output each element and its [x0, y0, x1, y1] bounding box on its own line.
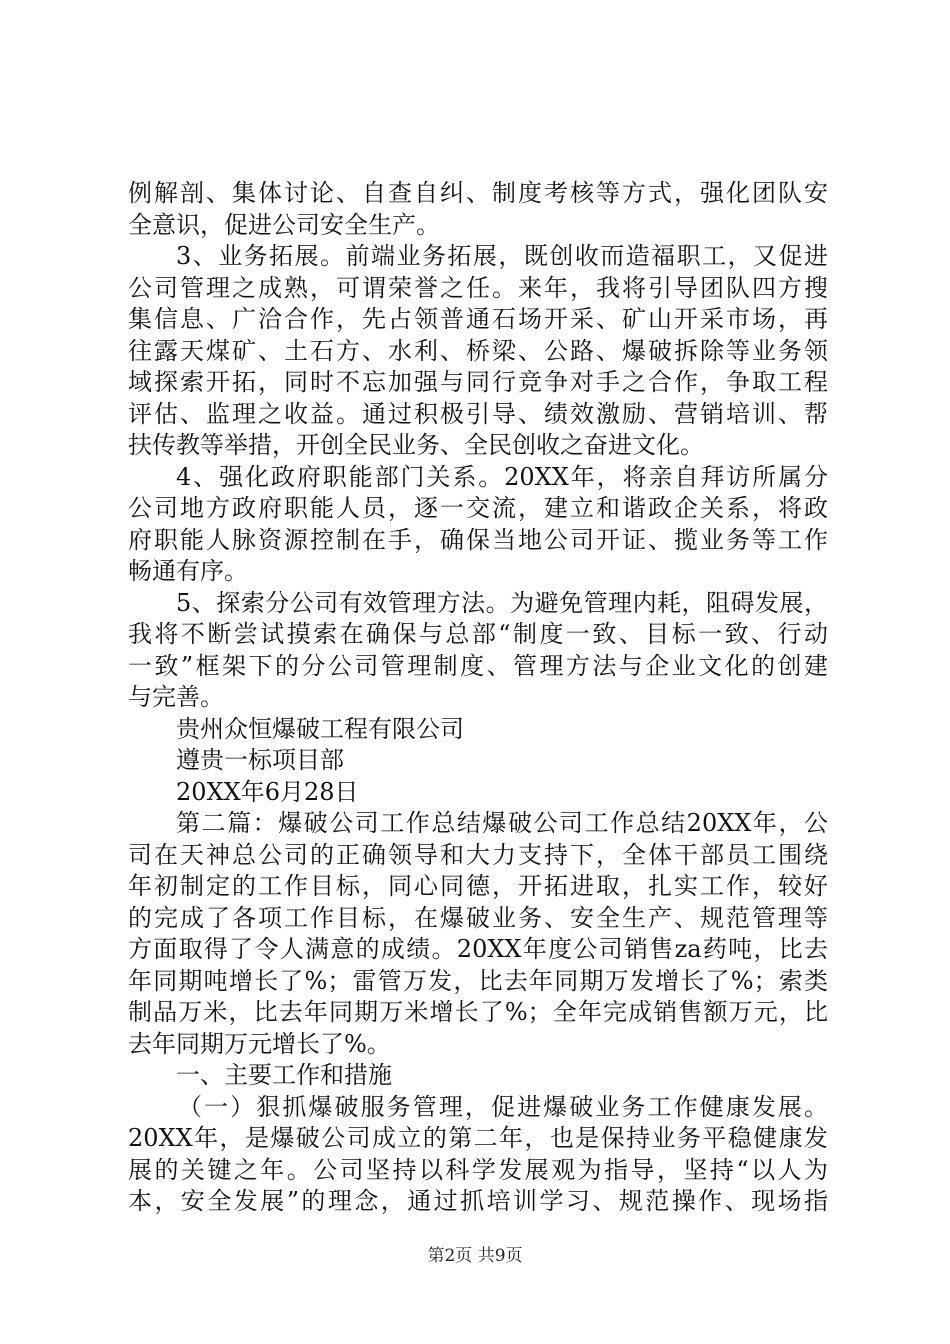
signature-date: 20XX年6月28日 [176, 777, 359, 806]
text-line: 域探索开拓，同时不忘加强与同行竞争对手之合作，争取工程 [128, 368, 828, 396]
text-line: 去年同期万元增长了%。 [128, 1029, 391, 1058]
text-line: 扶传教等举措，开创全民业务、全民创收之奋进文化。 [128, 431, 704, 459]
text-line: 府职能人脉资源控制在手，确保当地公司开证、揽业务等工作 [128, 525, 828, 554]
signature-company: 贵州众恒爆破工程有限公司 [176, 714, 464, 743]
page-footer: 第2页 共9页 [427, 1246, 523, 1266]
text-line: 与完善。 [128, 683, 224, 711]
text-line: 公司地方政府职能人员，逐一交流，建立和谐政企关系，将政 [128, 494, 828, 522]
text-line: 本，安全发展”的理念，通过抓培训学习、规范操作、现场指 [128, 1187, 828, 1215]
subheading: 一、主要工作和措施 [176, 1061, 392, 1089]
text-line: 展的关键之年。公司坚持以科学发展观为指导，坚持“以人为 [128, 1155, 828, 1184]
text-line: （一）狠抓爆破服务管理，促进爆破业务工作健康发展。 [178, 1092, 828, 1121]
text-line: 20XX年，是爆破公司成立的第二年，也是保持业务平稳健康发 [128, 1124, 828, 1152]
text-line: 往露天煤矿、土石方、水利、桥梁、公路、爆破拆除等业务领 [128, 336, 828, 365]
text-line: 公司管理之成熟，可谓荣誉之任。来年，我将引导团队四方搜 [128, 273, 828, 302]
text-line: 4、强化政府职能部门关系。20XX年，将亲自拜访所属分 [176, 462, 828, 491]
text-line: 全意识，促进公司安全生产。 [128, 210, 440, 239]
signature-department: 遵贵一标项目部 [176, 746, 344, 774]
text-line: 例解剖、集体讨论、自查自纠、制度考核等方式，强化团队安 [128, 179, 828, 207]
text-line: 评估、监理之收益。通过积极引导、绩效激励、营销培训、帮 [128, 399, 828, 428]
text-line: 制品万米，比去年同期万米增长了%；全年完成销售额万元，比 [128, 998, 828, 1026]
text-line: 司在天神总公司的正确领导和大力支持下，全体干部员工围绕 [128, 840, 828, 869]
text-line: 的完成了各项工作目标，在爆破业务、安全生产、规范管理等 [128, 903, 828, 932]
text-line: 集信息、广洽合作，先占领普通石场开采、矿山开采市场，再 [128, 305, 828, 333]
text-line: 畅通有序。 [128, 557, 248, 585]
text-line: 一致”框架下的分公司管理制度、管理方法与企业文化的创建 [128, 651, 828, 680]
section-heading-line: 第二篇：爆破公司工作总结爆破公司工作总结20XX年，公 [176, 809, 828, 837]
text-line: 我将不断尝试摸索在确保与总部“制度一致、目标一致、行动 [128, 620, 828, 648]
text-line: 年同期吨增长了%；雷管万发，比去年同期万发增长了%；索类 [128, 966, 828, 995]
text-line: 5、探索分公司有效管理方法。为避免管理内耗，阻碍发展， [176, 588, 828, 617]
text-line: 年初制定的工作目标，同心同德，开拓进取，扎实工作，较好 [128, 872, 828, 900]
text-line: 方面取得了令人满意的成绩。20XX年度公司销售za药吨，比去 [128, 935, 828, 963]
text-line: 3、业务拓展。前端业务拓展，既创收而造福职工，又促进 [176, 242, 828, 270]
